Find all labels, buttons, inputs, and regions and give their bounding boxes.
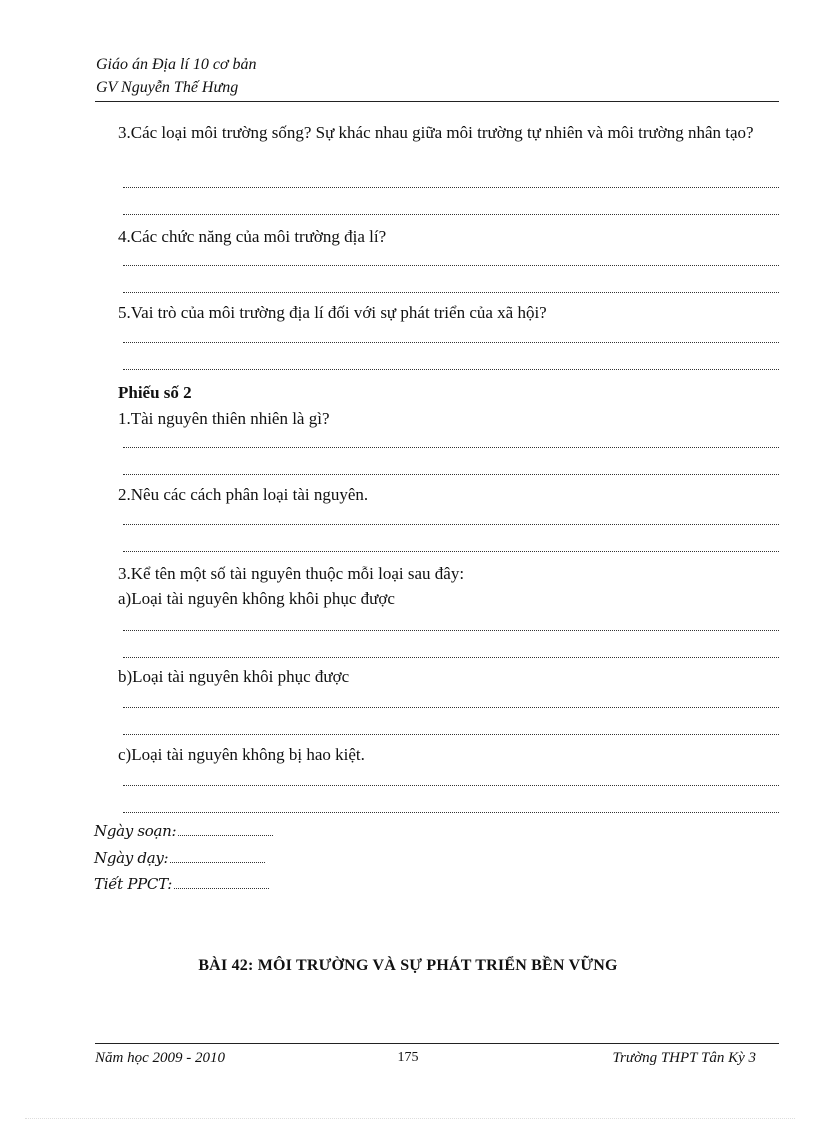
answer-line: [123, 265, 779, 266]
question-5: 5.Vai trò của môi trường địa lí đối với sự phát triển của xã hội?: [118, 303, 547, 322]
header-teacher: GV Nguyễn Thế Hưng: [96, 79, 239, 96]
question-3: 3.Các loại môi trường sống? Sự khác nhau giữa môi trường tự nhiên và môi trường nhân tạo?: [118, 123, 754, 142]
answer-line: [123, 369, 779, 370]
answer-line: [123, 657, 779, 658]
lesson-title: BÀI 42: MÔI TRƯỜNG VÀ SỰ PHÁT TRIỂN BỀN VỮNG: [198, 957, 618, 974]
meta-ngay-day-blank: [170, 850, 265, 863]
sheet2-question-3: 3.Kể tên một số tài nguyên thuộc mỗi loại sau đây:: [118, 564, 465, 583]
meta-tiet-ppct-blank: [174, 876, 269, 889]
meta-ngay-soan: [94, 822, 273, 840]
answer-line: [123, 292, 779, 293]
answer-line: [123, 812, 779, 813]
sheet2-question-1: 1.Tài nguyên thiên nhiên là gì?: [118, 409, 330, 428]
answer-line: [123, 447, 779, 448]
sheet2-question-3a: a)Loại tài nguyên không khôi phục được: [118, 589, 395, 608]
sheet2-question-2: 2.Nêu các cách phân loại tài nguyên.: [118, 485, 369, 504]
answer-line: [123, 707, 779, 708]
answer-line: [123, 342, 779, 343]
meta-ngay-soan-label: Ngày soạn:: [94, 822, 177, 840]
header-subject: Giáo án Địa lí 10 cơ bản: [96, 56, 257, 73]
meta-ngay-day-label: Ngày dạy:: [94, 849, 169, 867]
answer-line: [123, 551, 779, 552]
page-number: 175: [397, 1050, 419, 1065]
header-divider: [95, 101, 779, 102]
footer-school-name: Trường THPT Tân Kỳ 3: [612, 1050, 756, 1066]
page-bottom-border: [25, 1118, 795, 1119]
answer-line: [123, 214, 779, 215]
sheet2-question-3c: c)Loại tài nguyên không bị hao kiệt.: [118, 745, 365, 764]
meta-tiet-ppct-label: Tiết PPCT:: [94, 875, 173, 893]
meta-ngay-day: [94, 849, 265, 867]
answer-line: [123, 785, 779, 786]
footer-divider: [95, 1043, 779, 1044]
answer-line: [123, 734, 779, 735]
footer-school-year: Năm học 2009 - 2010: [95, 1050, 225, 1066]
sheet2-question-3b: b)Loại tài nguyên khôi phục được: [118, 667, 350, 686]
answer-line: [123, 187, 779, 188]
sheet-2-heading: Phiếu số 2: [118, 383, 192, 402]
question-4: 4.Các chức năng của môi trường địa lí?: [118, 227, 387, 246]
answer-line: [123, 524, 779, 525]
meta-ngay-soan-blank: [178, 823, 273, 836]
answer-line: [123, 630, 779, 631]
answer-line: [123, 474, 779, 475]
meta-tiet-ppct: [94, 875, 269, 893]
